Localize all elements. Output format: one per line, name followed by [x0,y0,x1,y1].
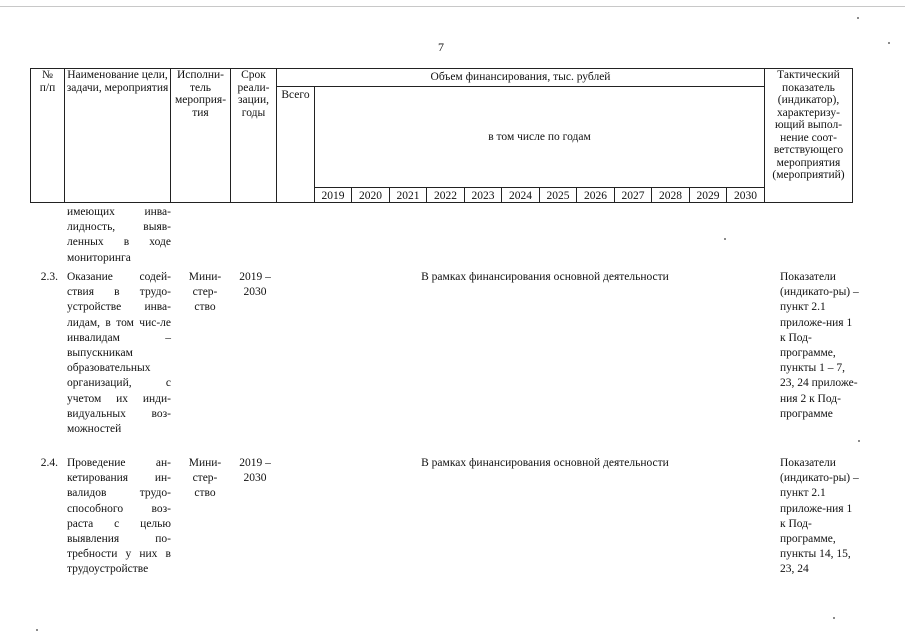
scan-speck [857,17,859,19]
continuation-name: имеющих инва-лидность, выяв-ленных в ходе мониторинга [67,206,171,264]
header-year: 2030 [727,187,765,203]
header-year: 2026 [577,187,615,203]
scan-speck [36,629,38,631]
row-name: Оказание содей-ствия в трудо-устройстве инва-лидам, в том чис-ле инвалидам – выпускникам образовательных организаций, с учетом их инди-видуальных воз-можностей [67,271,171,436]
header-year: 2027 [615,187,652,203]
row-number: 2.3. [40,271,58,283]
scan-speck [833,617,835,619]
scan-speck [724,238,726,240]
row-executor: Мини-стер-ство [188,271,222,314]
header-executor: Исполни-тель мероприя-тия [171,69,231,203]
header-year: 2022 [427,187,465,203]
header-num: № п/п [31,69,65,203]
header-year: 2020 [352,187,390,203]
page-top-border [0,0,905,7]
header-by-years: в том числе по годам [315,87,765,188]
row-number: 2.4. [40,457,58,469]
page-number: 7 [438,40,444,54]
header-year: 2029 [690,187,727,203]
row-name: Проведение ан-кетирования ин-валидов трудо-способного воз-раста с целью выявления по-требности у них в трудоустройстве [67,457,171,576]
header-year: 2021 [390,187,427,203]
header-table [30,68,853,203]
header-year: 2025 [540,187,577,203]
row-funding: В рамках финансирования основной деятельности [421,457,669,469]
header-term: Срок реали-зации, годы [231,69,277,203]
row-term: 2019 – 2030 [239,457,271,485]
header-year: 2019 [315,187,352,203]
row-indicator: Показатели (индикато-ры) – пункт 2.1 приложе-ния 1 к Под-программе, пункты 14, 15, 23, 24 [780,457,859,576]
header-indicator: Тактический показатель (индикатор), характеризу-ющий выпол-нение соот-ветствующего мероприятия (мероприятий) [765,69,853,203]
header-total: Всего [277,87,315,203]
row-term: 2019 – 2030 [239,271,271,299]
header-name: Наименование цели, задачи, мероприятия [65,69,171,203]
header-financing: Объем финансирования, тыс. рублей [277,69,765,87]
scan-speck [888,42,890,44]
scan-speck [858,440,860,442]
header-year: 2024 [502,187,540,203]
header-year: 2023 [465,187,502,203]
row-indicator: Показатели (индикато-ры) – пункт 2.1 приложе-ния 1 к Под-программе, пункты 1 – 7, 23, 24 приложе-ния 2 к Под-программе [780,271,859,420]
row-executor: Мини-стер-ство [188,457,222,500]
row-funding: В рамках финансирования основной деятельности [421,271,669,283]
header-year: 2028 [652,187,690,203]
